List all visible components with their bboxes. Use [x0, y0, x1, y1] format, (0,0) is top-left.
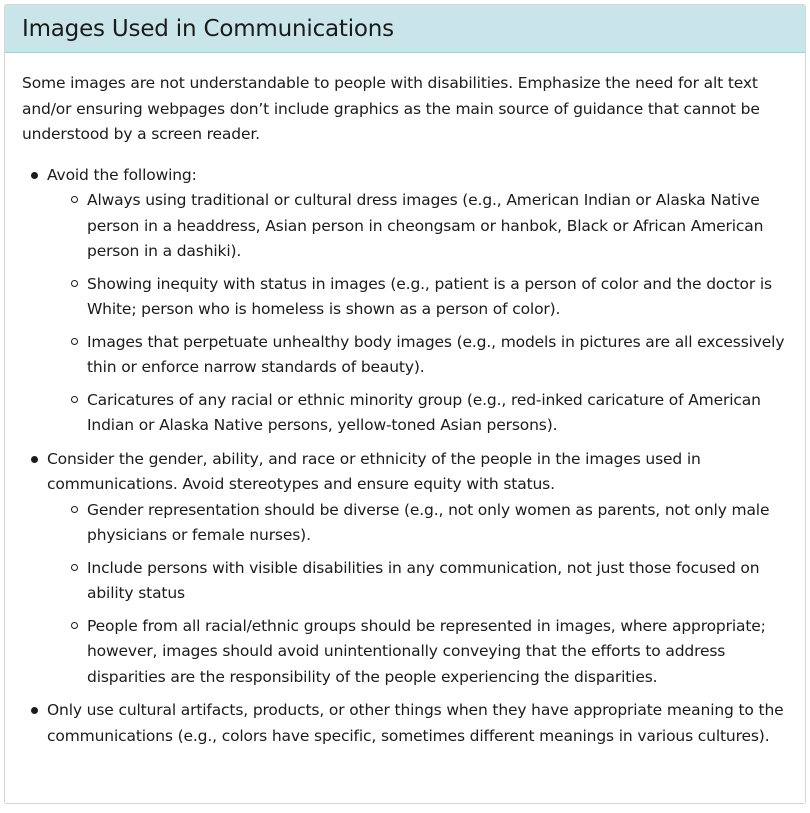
sub-list-item: Always using traditional or cultural dress images (e.g., American Indian or Alaska Native person in a headdress, Asian person in cheongsam or hanbok, Black or African American person in a dashiki). — [87, 188, 793, 265]
sub-list — [47, 498, 793, 691]
sub-list-item: Showing inequity with status in images (e.g., patient is a person of color and the doctor is White; person who is homeless is shown as a person of color). — [87, 272, 793, 323]
sub-list-item: People from all racial/ethnic groups should be represented in images, where appropriate; however, images should avoid unintentionally conveying that the efforts to address disparities are the responsibility of the people experiencing the disparities. — [87, 614, 793, 691]
content-card — [4, 4, 806, 804]
list-item-text: Only use cultural artifacts, products, or other things when they have appropriate meaning to the communications (e.g., colors have specific, sometimes different meanings in various cultures). — [47, 701, 784, 745]
sub-list — [47, 188, 793, 439]
list-item-consider — [47, 447, 793, 691]
list-item-text: Avoid the following: — [47, 165, 197, 184]
list-item-text: Consider the gender, ability, and race or ethnicity of the people in the images used in communications. Avoid stereotypes and ensure equity with status. — [47, 449, 701, 493]
guidance-list — [22, 163, 793, 750]
sub-list-item: Images that perpetuate unhealthy body images (e.g., models in pictures are all excessively thin or enforce narrow standards of beauty). — [87, 330, 793, 381]
intro-paragraph: Some images are not understandable to people with disabilities. Emphasize the need for alt text and/or ensuring webpages don’t include graphics as the main source of guidance that cannot be understood by a screen reader. — [22, 74, 760, 143]
card-title: Images Used in Communications — [22, 16, 394, 42]
card-body — [5, 53, 805, 749]
list-item-avoid — [47, 163, 793, 439]
card-header — [5, 5, 805, 53]
sub-list-item: Gender representation should be diverse (e.g., not only women as parents, not only male physicians or female nurses). — [87, 498, 793, 549]
list-item-artifacts — [47, 698, 793, 749]
sub-list-item: Caricatures of any racial or ethnic minority group (e.g., red-inked caricature of American Indian or Alaska Native persons, yellow-toned Asian persons). — [87, 388, 793, 439]
sub-list-item: Include persons with visible disabilities in any communication, not just those focused on ability status — [87, 556, 793, 607]
